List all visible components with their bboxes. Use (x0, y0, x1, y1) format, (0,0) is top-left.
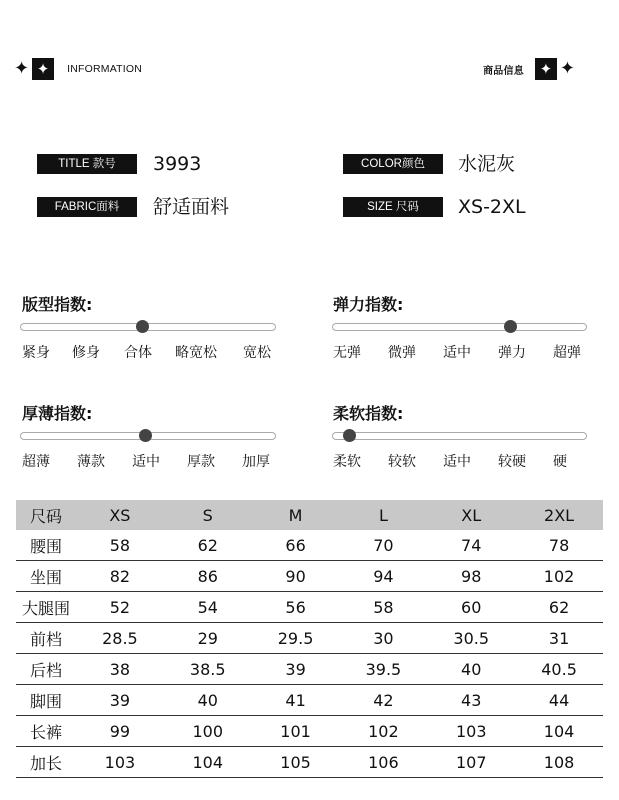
measurement-value-cell: 31 (515, 623, 603, 654)
measurement-name-cell: 后档 (16, 654, 76, 685)
softness-index-track (332, 432, 587, 440)
measurement-name-cell: 加长 (16, 747, 76, 778)
table-row (16, 592, 603, 623)
measurement-value-cell: 86 (164, 561, 252, 592)
measurement-value-cell: 100 (164, 716, 252, 747)
measurement-value-cell: 102 (339, 716, 427, 747)
sparkle-box-icon: ✦ (32, 58, 54, 80)
thickness-label: 适中 (132, 454, 160, 470)
measurement-value-cell: 98 (427, 561, 515, 592)
size-header-cell: 尺码 (16, 500, 76, 530)
size-table (16, 500, 603, 778)
softness-index-title: 柔软指数: (333, 404, 404, 423)
softness-label: 较硬 (498, 454, 526, 470)
table-row (16, 530, 603, 561)
table-row (16, 654, 603, 685)
measurement-name-cell: 大腿围 (16, 592, 76, 623)
softness-label: 较软 (388, 454, 416, 470)
table-row (16, 685, 603, 716)
measurement-value-cell: 39 (76, 685, 164, 716)
header-right (483, 58, 575, 80)
measurement-value-cell: 29.5 (252, 623, 340, 654)
thickness-label: 超薄 (22, 454, 50, 470)
size-value: XS-2XL (458, 196, 526, 218)
measurement-value-cell: 28.5 (76, 623, 164, 654)
color-value: 水泥灰 (458, 153, 516, 175)
stretch-label: 适中 (443, 345, 471, 361)
softness-index-marker (343, 429, 356, 442)
thickness-index-marker (139, 429, 152, 442)
size-tag: SIZE 尺码 (343, 197, 443, 217)
sparkle-box-icon: ✦ (535, 58, 557, 80)
size-header-cell: XL (427, 500, 515, 530)
measurement-name-cell: 坐围 (16, 561, 76, 592)
measurement-value-cell: 56 (252, 592, 340, 623)
measurement-value-cell: 40.5 (515, 654, 603, 685)
measurement-value-cell: 54 (164, 592, 252, 623)
fit-label: 修身 (72, 345, 100, 361)
fabric-tag: FABRIC面料 (37, 197, 137, 217)
measurement-value-cell: 44 (515, 685, 603, 716)
measurement-value-cell: 94 (339, 561, 427, 592)
measurement-value-cell: 90 (252, 561, 340, 592)
measurement-value-cell: 104 (164, 747, 252, 778)
measurement-value-cell: 103 (427, 716, 515, 747)
softness-label: 适中 (443, 454, 471, 470)
size-header-cell: XS (76, 500, 164, 530)
size-header-cell: M (252, 500, 340, 530)
measurement-value-cell: 41 (252, 685, 340, 716)
table-row (16, 716, 603, 747)
size-table-body (16, 530, 603, 778)
fit-label: 紧身 (22, 345, 50, 361)
title-tag: TITLE 款号 (37, 154, 137, 174)
measurement-value-cell: 39 (252, 654, 340, 685)
softness-label: 柔软 (333, 454, 361, 470)
thickness-label: 加厚 (242, 454, 270, 470)
softness-label: 硬 (553, 454, 567, 470)
measurement-value-cell: 82 (76, 561, 164, 592)
measurement-value-cell: 43 (427, 685, 515, 716)
thickness-label: 厚款 (187, 454, 215, 470)
measurement-value-cell: 29 (164, 623, 252, 654)
measurement-name-cell: 腰围 (16, 530, 76, 561)
title-value: 3993 (153, 153, 202, 175)
measurement-value-cell: 58 (76, 530, 164, 561)
stretch-label: 无弹 (333, 345, 361, 361)
measurement-value-cell: 103 (76, 747, 164, 778)
size-header-cell: S (164, 500, 252, 530)
size-header-cell: 2XL (515, 500, 603, 530)
measurement-value-cell: 99 (76, 716, 164, 747)
measurement-name-cell: 脚围 (16, 685, 76, 716)
measurement-value-cell: 58 (339, 592, 427, 623)
measurement-value-cell: 30 (339, 623, 427, 654)
measurement-value-cell: 60 (427, 592, 515, 623)
measurement-value-cell: 38 (76, 654, 164, 685)
measurement-value-cell: 40 (164, 685, 252, 716)
stretch-index-title: 弹力指数: (333, 295, 404, 314)
measurement-value-cell: 108 (515, 747, 603, 778)
measurement-value-cell: 107 (427, 747, 515, 778)
measurement-value-cell: 38.5 (164, 654, 252, 685)
fit-label: 略宽松 (175, 345, 217, 361)
size-header-cell: L (339, 500, 427, 530)
measurement-value-cell: 102 (515, 561, 603, 592)
measurement-name-cell: 前档 (16, 623, 76, 654)
stretch-label: 弹力 (498, 345, 526, 361)
stretch-label: 微弹 (388, 345, 416, 361)
table-row (16, 561, 603, 592)
sparkle-icon: ✦ (559, 58, 575, 79)
sparkle-icon: ✦ (14, 58, 30, 79)
measurement-value-cell: 30.5 (427, 623, 515, 654)
table-row (16, 623, 603, 654)
fit-label: 合体 (124, 345, 152, 361)
thickness-index-title: 厚薄指数: (22, 404, 93, 423)
measurement-value-cell: 40 (427, 654, 515, 685)
thickness-label: 薄款 (77, 454, 105, 470)
measurement-value-cell: 52 (76, 592, 164, 623)
measurement-name-cell: 长裤 (16, 716, 76, 747)
table-row (16, 747, 603, 778)
measurement-value-cell: 62 (515, 592, 603, 623)
measurement-value-cell: 104 (515, 716, 603, 747)
fit-index-marker (136, 320, 149, 333)
size-table-header-row (16, 500, 603, 530)
measurement-value-cell: 62 (164, 530, 252, 561)
header-left (14, 58, 142, 80)
stretch-label: 超弹 (553, 345, 581, 361)
fabric-value: 舒适面料 (153, 196, 230, 218)
stretch-index-marker (504, 320, 517, 333)
information-heading: INFORMATION (67, 63, 143, 75)
measurement-value-cell: 39.5 (339, 654, 427, 685)
measurement-value-cell: 78 (515, 530, 603, 561)
fit-index-title: 版型指数: (22, 295, 93, 314)
color-tag: COLOR颜色 (343, 154, 443, 174)
measurement-value-cell: 101 (252, 716, 340, 747)
fit-label: 宽松 (243, 345, 271, 361)
measurement-value-cell: 70 (339, 530, 427, 561)
measurement-value-cell: 105 (252, 747, 340, 778)
product-info-heading: 商品信息 (483, 65, 524, 77)
measurement-value-cell: 74 (427, 530, 515, 561)
measurement-value-cell: 42 (339, 685, 427, 716)
measurement-value-cell: 66 (252, 530, 340, 561)
measurement-value-cell: 106 (339, 747, 427, 778)
stretch-index-track (332, 323, 587, 331)
